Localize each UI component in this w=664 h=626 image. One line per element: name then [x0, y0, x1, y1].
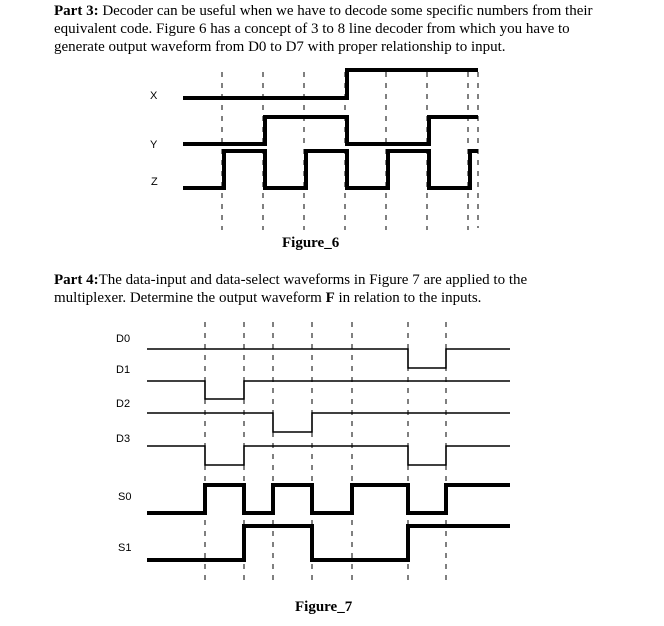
figure7-caption: Figure_7 — [295, 599, 353, 615]
fig7-waveform-s1 — [147, 526, 510, 560]
fig6-label-y: Y — [150, 139, 158, 151]
fig6-waveform-x — [183, 70, 478, 98]
part4-line2a: multiplexer. Determine the output waveform — [54, 290, 326, 306]
fig7-label-s1: S1 — [118, 542, 132, 554]
fig7-label-d0: D0 — [116, 333, 131, 345]
part4-output-f: F — [325, 290, 335, 306]
fig7-waveform-d3 — [147, 446, 510, 465]
part3-heading: Part 3: — [54, 3, 99, 19]
fig7-label-d2: D2 — [116, 398, 131, 410]
part3-line1: Decoder can be useful when we have to decode some specific numbers from their — [98, 3, 593, 19]
fig7-label-d3: D3 — [116, 433, 131, 445]
part4-line1: The data-input and data-select waveforms in Figure 7 are applied to the — [98, 272, 528, 288]
fig7-label-s0: S0 — [118, 491, 132, 503]
fig6-waveform-y — [183, 117, 478, 144]
part4-line2b: in relation to the inputs. — [334, 290, 482, 306]
fig6-label-z: Z — [151, 176, 158, 188]
fig7-waveform-d0 — [147, 349, 510, 368]
fig7-label-d1: D1 — [116, 364, 131, 376]
fig7-waveform-d2 — [147, 413, 510, 432]
figure6-caption: Figure_6 — [282, 235, 340, 251]
part3-line2: equivalent code. Figure 6 has a concept of 3 to 8 line decoder from which you have to — [54, 21, 570, 37]
fig7-waveform-s0 — [147, 485, 510, 513]
fig6-waveform-z — [183, 151, 478, 188]
part4-heading: Part 4: — [54, 272, 99, 288]
fig7-waveform-d1 — [147, 381, 510, 399]
part3-line3: generate output waveform from D0 to D7 with proper relationship to input. — [54, 39, 506, 55]
fig6-label-x: X — [150, 90, 158, 102]
